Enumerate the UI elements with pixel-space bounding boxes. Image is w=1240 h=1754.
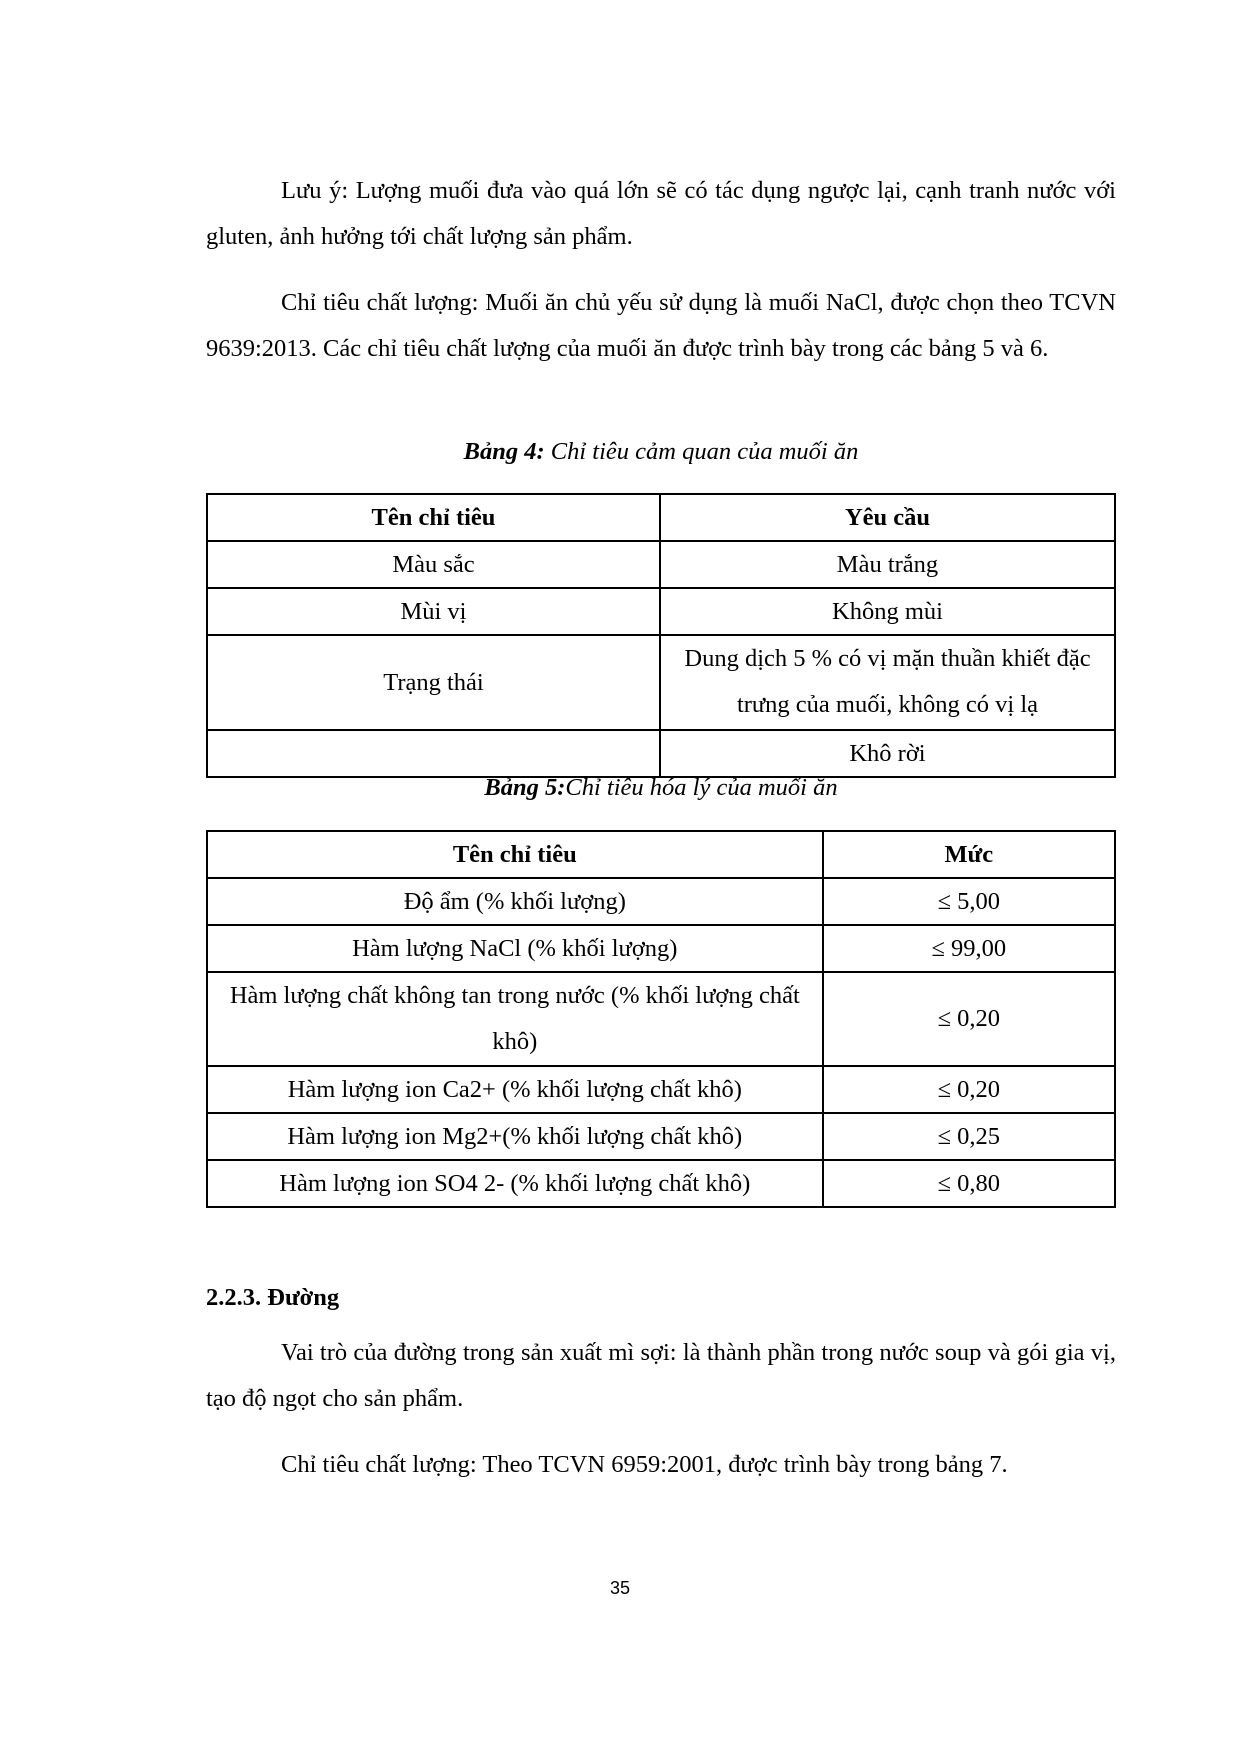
criterion-cell [207, 730, 660, 777]
table5-caption-text: Chỉ tiêu hóa lý của muối ăn [565, 774, 838, 801]
level-cell: ≤ 0,25 [823, 1113, 1115, 1160]
criterion-cell: Hàm lượng chất không tan trong nước (% khối lượng chất khô) [207, 972, 823, 1066]
table-row [207, 972, 1115, 1066]
column-header-requirement: Yêu cầu [660, 494, 1115, 541]
column-header-criterion: Tên chỉ tiêu [207, 494, 660, 541]
criterion-cell: Hàm lượng ion SO4 2- (% khối lượng chất khô) [207, 1160, 823, 1207]
note-text: Lưu ý: Lượng muối đưa vào quá lớn sẽ có tác dụng ngược lại, cạnh tranh nước với gluten, ảnh hưởng tới chất lượng sản phẩm. [206, 177, 1116, 250]
column-header-criterion: Tên chỉ tiêu [207, 831, 823, 878]
table-row [207, 541, 1115, 588]
table-row [207, 1066, 1115, 1113]
sugar-role-paragraph [206, 1330, 1116, 1422]
sugar-quality-paragraph [206, 1442, 1116, 1488]
table-header-row [207, 494, 1115, 541]
section-heading: 2.2.3. Đường [206, 1284, 340, 1311]
table-row [207, 878, 1115, 925]
sensory-criteria-table [206, 493, 1116, 778]
column-header-level: Mức [823, 831, 1115, 878]
requirement-cell: Khô rời [660, 730, 1115, 777]
table4-caption-text: Chỉ tiêu cảm quan của muối ăn [544, 438, 859, 465]
table5-caption [206, 773, 1116, 803]
physicochemical-criteria-table [206, 830, 1116, 1208]
criterion-cell: Hàm lượng NaCl (% khối lượng) [207, 925, 823, 972]
level-cell: ≤ 0,80 [823, 1160, 1115, 1207]
table-row [207, 1113, 1115, 1160]
table-row [207, 1160, 1115, 1207]
table-row [207, 730, 1115, 777]
level-cell: ≤ 0,20 [823, 1066, 1115, 1113]
criterion-cell: Mùi vị [207, 588, 660, 635]
criterion-cell: Hàm lượng ion Mg2+(% khối lượng chất khô) [207, 1113, 823, 1160]
salt-quality-paragraph [206, 280, 1116, 372]
requirement-cell: Màu trắng [660, 541, 1115, 588]
table-row [207, 635, 1115, 730]
table4-caption [206, 437, 1116, 467]
table-row [207, 925, 1115, 972]
criterion-cell: Hàm lượng ion Ca2+ (% khối lượng chất khô) [207, 1066, 823, 1113]
criterion-cell: Trạng thái [207, 635, 660, 730]
page-number: 35 [609, 1578, 631, 1598]
table-header-row [207, 831, 1115, 878]
level-cell: ≤ 99,00 [823, 925, 1115, 972]
criterion-cell: Màu sắc [207, 541, 660, 588]
table5-caption-label: Bảng 5: [484, 774, 566, 801]
table-row [207, 588, 1115, 635]
criterion-cell: Độ ẩm (% khối lượng) [207, 878, 823, 925]
salt-quality-text: Chỉ tiêu chất lượng: Muối ăn chủ yếu sử dụng là muối NaCl, được chọn theo TCVN 9639:2013. Các chỉ tiêu chất lượng của muối ăn được trình bày trong các bảng 5 và 6. [206, 289, 1116, 362]
table4-caption-label: Bảng 4: [463, 438, 545, 465]
level-cell: ≤ 0,20 [823, 972, 1115, 1066]
requirement-cell: Không mùi [660, 588, 1115, 635]
sugar-quality-text: Chỉ tiêu chất lượng: Theo TCVN 6959:2001, được trình bày trong bảng 7. [281, 1451, 1008, 1478]
level-cell: ≤ 5,00 [823, 878, 1115, 925]
sugar-role-text: Vai trò của đường trong sản xuất mì sợi: là thành phần trong nước soup và gói gia vị, tạo độ ngọt cho sản phẩm. [206, 1339, 1116, 1412]
note-paragraph [206, 168, 1116, 260]
requirement-cell: Dung dịch 5 % có vị mặn thuần khiết đặc trưng của muối, không có vị lạ [660, 635, 1115, 730]
